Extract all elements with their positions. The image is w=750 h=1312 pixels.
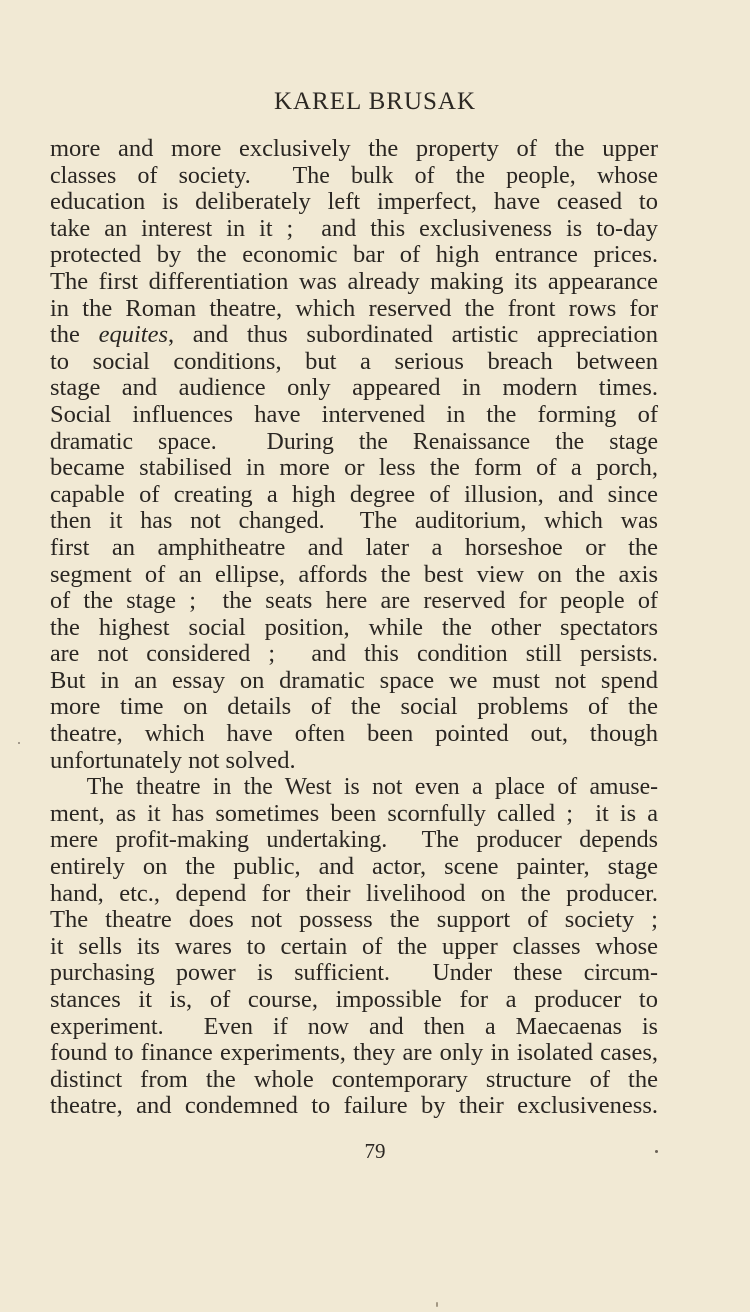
text-line: The theatre in the West is not even a place of amuse- xyxy=(50,773,658,801)
text-line: in the Roman theatre, which reserved the front rows for xyxy=(50,294,658,322)
text-line: unfortunately not solved. xyxy=(50,746,296,774)
text-line: mere profit-making undertaking. The producer depends xyxy=(50,826,658,854)
text-line: entirely on the public, and actor, scene painter, stage xyxy=(50,853,658,881)
text-line: the equites, and thus subordinated artistic appreciation xyxy=(50,321,658,349)
paper-speck xyxy=(436,1302,438,1307)
text-line: capable of creating a high degree of illusion, and since xyxy=(50,480,658,508)
text-line: purchasing power is sufficient. Under these circum- xyxy=(50,959,658,987)
text-line: Social influences have intervened in the forming of xyxy=(50,400,658,428)
text-line: then it has not changed. The auditorium, which was xyxy=(50,507,658,535)
italic-term: equites xyxy=(98,321,169,349)
text-line: became stabilised in more or less the form of a porch, xyxy=(50,454,658,482)
text-line: segment of an ellipse, affords the best view on the axis xyxy=(50,560,658,588)
text-line: stances it is, of course, impossible for a producer to xyxy=(50,986,658,1013)
text-line: The first differentiation was already making its appearance xyxy=(50,267,658,295)
text-line: classes of society. The bulk of the people, whose xyxy=(50,161,658,189)
text-line: education is deliberately left imperfect, have ceased to xyxy=(50,188,658,216)
text-line: But in an essay on dramatic space we must not spend xyxy=(50,666,658,694)
text-line: theatre, and condemned to failure by their exclusiveness. xyxy=(50,1092,658,1120)
text-line: of the stage ; the seats here are reserved for people of xyxy=(50,587,658,615)
text-line: ment, as it has sometimes been scornfully called ; it is a xyxy=(50,799,658,827)
paper-speck xyxy=(18,742,20,744)
text-line: take an interest in it ; and this exclusiveness is to-day xyxy=(50,214,658,242)
text-line: found to finance experiments, they are only in isolated cases, xyxy=(50,1039,658,1067)
page-number: 79 xyxy=(364,1139,386,1163)
body-text xyxy=(50,136,658,1120)
text-line: more time on details of the social problems of the xyxy=(50,693,658,721)
text-line: first an amphitheatre and later a horseshoe or the xyxy=(50,533,658,561)
text-line: experiment. Even if now and then a Maecaenas is xyxy=(50,1012,658,1040)
text-line: The theatre does not possess the support of society ; xyxy=(50,906,658,934)
text-line: it sells its wares to certain of the upper classes whose xyxy=(50,932,658,960)
text-line: theatre, which have often been pointed out, though xyxy=(50,720,658,748)
text-line: dramatic space. During the Renaissance the stage xyxy=(50,427,658,455)
text-line: hand, etc., depend for their livelihood on the producer. xyxy=(50,879,658,907)
text-line: distinct from the whole contemporary structure of the xyxy=(50,1065,658,1093)
text-line: to social conditions, but a serious breach between xyxy=(50,347,658,375)
text-line: the highest social position, while the other spectators xyxy=(50,613,658,641)
text-line: stage and audience only appeared in modern times. xyxy=(50,374,658,402)
text-line: protected by the economic bar of high entrance prices. xyxy=(50,241,658,269)
text-line: more and more exclusively the property of the upper xyxy=(50,135,658,162)
paper-speck xyxy=(655,1150,658,1153)
text-line: are not considered ; and this condition still persists. xyxy=(50,640,658,668)
running-head: KAREL BRUSAK xyxy=(273,88,477,115)
